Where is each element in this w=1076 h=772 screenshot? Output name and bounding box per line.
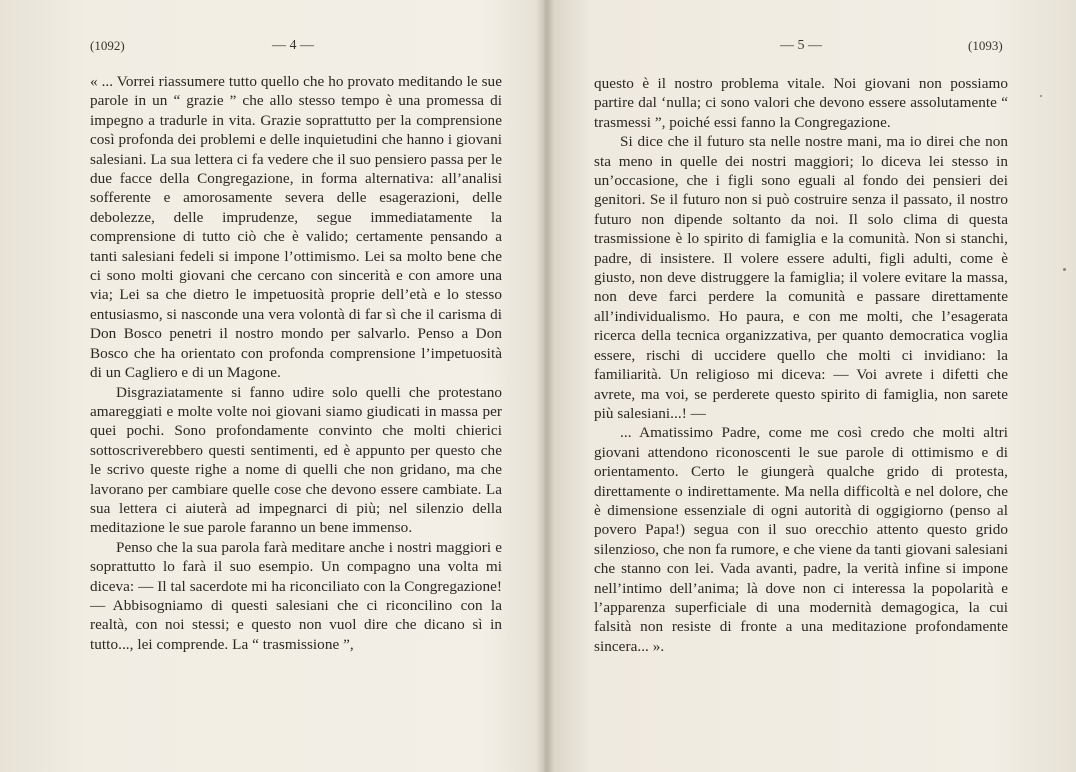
right-page bbox=[548, 0, 1076, 772]
left-page-body bbox=[90, 72, 502, 654]
paper-speck bbox=[1063, 268, 1066, 271]
paper-speck bbox=[1040, 95, 1042, 97]
left-paragraph-1: « ... Vorrei riassumere tutto quello che ho provato meditando le sue parole in un “ grazie ” che allo stesso tempo è una promessa di impegno a tradurle in vita. Grazie soprattutto per la comprensione così profonda dei problemi e delle inquietudini che hanno i giovani salesiani. La sua lettera ci fa vedere che il suo pensiero passa per le due facce della Congregazione, in forma alternativa: all’analisi sofferente e amorosamente severa delle esagerazioni, delle debolezze, delle imprudenze, segue immediatamente la comprensione di tutto ciò che è valido; certamente pensando a tanti salesiani fedeli si impone l’ottimismo. Lei sa molto bene che ci sono molti giovani che cercano con sincerità e con amore una via; Lei sa che dietro le impetuosità proprie dell’età e lo stesso entusiasmo, si nasconde una vera volontà di far sì che il carisma di Don Bosco penetri il nostro mondo per salvarlo. Penso a Don Bosco che ha orientato con profonda comprensione l’impetuosità di un Cagliero e di un Magone. bbox=[90, 73, 502, 382]
left-paragraph-2: Disgraziatamente si fanno udire solo quelli che protestano amareggiati e molte volte noi giovani siamo giudicati in massa per quei pochi. Sono profondamente convinto che molti chierici sottoscriverebbero questi sentimenti, ed è appunto per questo che le scrivo queste righe a nome di quelli che non gridano, ma che lavorano per cambiare quelle cose che devono essere cambiate. La sua lettera ci aiuterà ad impegnarci di più; nel silenzio della meditazione le sue parole faranno un bene immenso. bbox=[90, 383, 502, 537]
right-paragraph-3: ... Amatissimo Padre, come me così credo che molti altri giovani attendono riconoscenti le sue parole di ottimismo e di orientamento. Certo le giungerà qualche grido di protesta, direttamente o indirettamente. Ma nella difficoltà e nel dolore, che è dimensione essenziale di ogni autorità di oggigiorno (penso al povero Papa!) segua con il suo orecchio attento questo grido silenzioso, che non fa rumore, e che viene da tanti giovani salesiani che stanno con lei. Vada avanti, padre, la verità infine si impone nell’intimo dell’anima; là dove non ci interessa la popolarità e l’apparenza superficiale di una modernità demagogica, la cui falsità non resiste di fronte a una meditazione profondamente sincera... ». bbox=[594, 424, 1008, 655]
left-page-folio: — 4 — bbox=[272, 38, 314, 53]
right-page-number: (1093) bbox=[968, 38, 1003, 53]
right-page-body bbox=[594, 74, 1008, 656]
left-paragraph-3: Penso che la sua parola farà meditare anche i nostri maggiori e soprattutto lo farà il suo esempio. Un compagno una volta mi diceva: — Il tal sacerdote mi ha riconciliato con la Congregazione! — Abbisogniamo di questi salesiani che ci riconcilino con la realtà, con noi stessi; e questo non vuol dire che dicano sì in tutto..., lei comprende. La “ trasmissione ”, bbox=[90, 538, 502, 653]
right-paragraph-1: questo è il nostro problema vitale. Noi giovani non possiamo partire dal ‘nulla; ci sono valori che devono essere assolutamente “ trasmessi ”, poiché essi fanno la Congregazione. bbox=[594, 75, 1008, 131]
right-page-folio: — 5 — bbox=[780, 38, 822, 53]
left-page-number: (1092) bbox=[90, 38, 125, 53]
right-paragraph-2: Si dice che il futuro sta nelle nostre mani, ma io direi che non sta meno in quelle dei nostri maggiori; lo diceva lei stesso in un’occasione, che i figli sono eguali al fondo dei pensieri dei genitori. Se il futuro non si può costruire senza il passato, il nostro futuro non dipende soltanto da noi. Il solo clima di questa trasmissione è lo spirito di famiglia e la comunità. Non si stanchi, padre, di insistere. Il volere essere adulti, figli adulti, come è giusto, non deve distruggere la famiglia; il volere evitare la massa, non deve farci perdere la comunità e passare direttamente all’individualismo. Ho paura, e con me molti, che l’esagerata ricerca della tecnica organizzativa, per quanto democratica voglia essere, rischi di uccidere quello che molti ci invidiano: la familiarità. Un religioso mi diceva: — Voi avrete i difetti che avrete, ma voi, se perderete questo spirito di famiglia, non sarete più salesiani...! — bbox=[594, 133, 1008, 422]
